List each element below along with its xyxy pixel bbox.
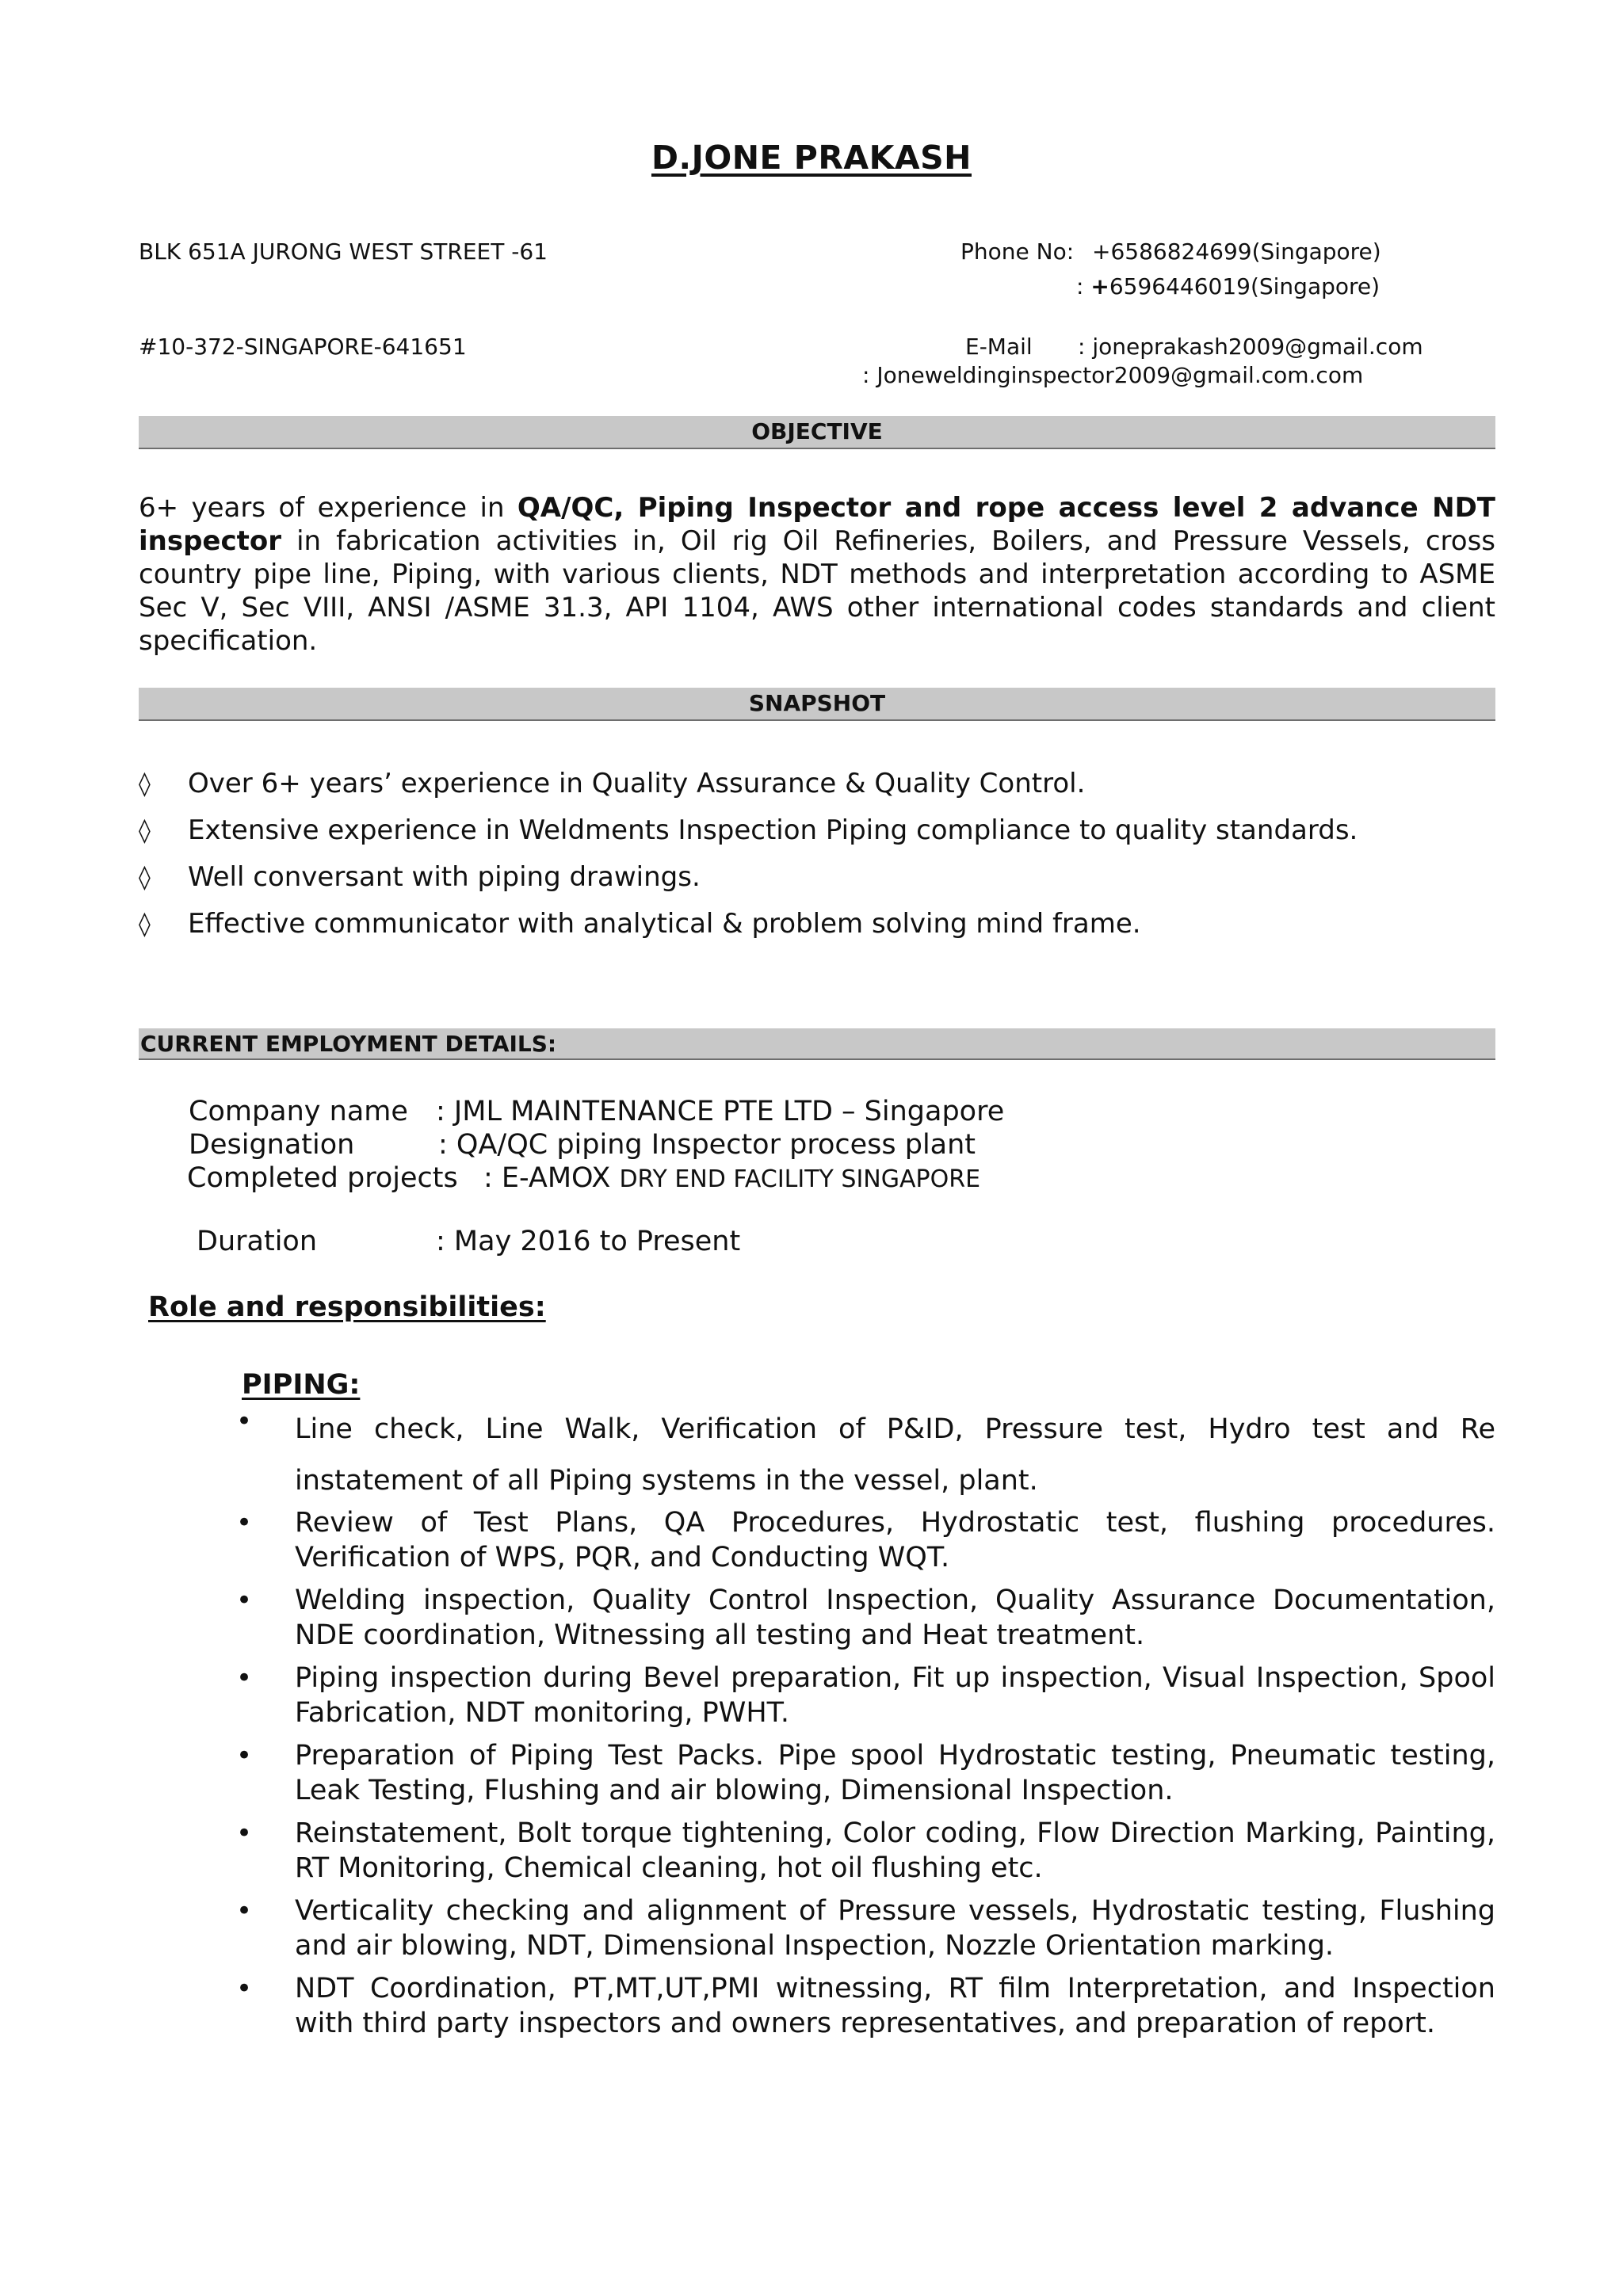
responsibility-text: NDT Coordination, PT,MT,UT,PMI witnessing, RT film Interpretation, and Inspection with third party inspectors and owners representatives, and preparation of report. — [295, 1973, 1495, 2039]
responsibility-text: Preparation of Piping Test Packs. Pipe spool Hydrostatic testing, Pneumatic testing, Leak Testing, Flushing and air blowing, Dimensional Inspection. — [295, 1740, 1495, 1806]
diamond-bullet-icon: ◊ — [139, 770, 151, 798]
phone-2-number: 6596446019(Singapore) — [1109, 273, 1381, 299]
diamond-bullet-icon: ◊ — [139, 817, 151, 845]
designation-label: Designation — [189, 1129, 355, 1161]
responsibility-item — [238, 1894, 1495, 1963]
responsibility-text: Piping inspection during Bevel preparation, Fit up inspection, Visual Inspection, Spool Fabrication, NDT monitoring, PWHT. — [295, 1662, 1495, 1729]
phone-2-plus: + — [1090, 273, 1109, 299]
bullet-icon: • — [236, 1973, 253, 2004]
projects-label: Completed projects — [187, 1162, 458, 1194]
bullet-icon: • — [236, 1662, 253, 1694]
bullet-icon: • — [236, 1817, 253, 1849]
snapshot-item-text: Well conversant with piping drawings. — [188, 861, 701, 893]
snapshot-item-text: Effective communicator with analytical & problem solving mind frame. — [188, 908, 1141, 940]
objective-post: in fabrication activities in, Oil rig Oil Refineries, Boilers, and Pressure Vessels, cross country pipe line, Piping, with various clients, NDT methods and interpretation according to ASME Sec V, Sec VIII, ANSI /ASME 31.3, API 1104, AWS other international codes standards and client specification. — [139, 525, 1495, 657]
responsibility-item — [238, 1583, 1495, 1653]
snapshot-item — [139, 807, 1495, 854]
designation-value: : QA/QC piping Inspector process plant — [438, 1129, 976, 1161]
responsibility-item — [238, 1816, 1495, 1886]
bullet-icon: • — [236, 1895, 253, 1927]
diamond-bullet-icon: ◊ — [139, 910, 151, 938]
snapshot-item — [139, 901, 1495, 948]
duration-value: : May 2016 to Present — [436, 1226, 741, 1257]
objective-bold: QA/QC, Piping Inspector and rope access level 2 advance NDT inspector — [139, 492, 1495, 557]
diamond-bullet-icon: ◊ — [139, 864, 151, 891]
responsibility-text: Review of Test Plans, QA Procedures, Hydrostatic test, flushing procedures. Verification of WPS, PQR, and Conducting WQT. — [295, 1507, 1495, 1573]
responsibility-item — [238, 1738, 1495, 1808]
snapshot-item — [139, 761, 1495, 807]
bullet-icon: • — [236, 1585, 253, 1616]
bullet-icon: • — [236, 1405, 253, 1437]
company-value: : JML MAINTENANCE PTE LTD – Singapore — [436, 1096, 1005, 1127]
objective-heading: OBJECTIVE — [139, 416, 1495, 449]
duration-label: Duration — [197, 1226, 318, 1257]
bullet-icon: • — [236, 1740, 253, 1772]
email-2: : Joneweldinginspector2009@gmail.com.com — [862, 362, 1364, 388]
roles-heading: Role and responsibilities: — [148, 1291, 546, 1323]
objective-text — [139, 491, 1495, 658]
responsibility-text: Line check, Line Walk, Verification of P&ID, Pressure test, Hydro test and Re instatement of all Piping systems in the vessel, plant. — [295, 1413, 1495, 1497]
email-label: E-Mail — [965, 334, 1033, 360]
responsibility-text: Reinstatement, Bolt torque tightening, Color coding, Flow Direction Marking, Painting, RT Monitoring, Chemical cleaning, hot oil flushing etc. — [295, 1817, 1495, 1884]
address-line-2: #10-372-SINGAPORE-641651 — [139, 334, 467, 360]
snapshot-item-text: Over 6+ years’ experience in Quality Assurance & Quality Control. — [188, 768, 1086, 799]
piping-heading: PIPING: — [242, 1369, 361, 1401]
phone-2-separator: : — [1076, 273, 1091, 299]
employment-heading: CURRENT EMPLOYMENT DETAILS: — [139, 1028, 1495, 1060]
projects-value-a: : E-AMOX — [483, 1162, 620, 1194]
responsibility-item — [238, 1505, 1495, 1575]
responsibility-item — [238, 1404, 1495, 1507]
responsibility-item — [238, 1971, 1495, 2041]
address-line-1: BLK 651A JURONG WEST STREET -61 — [139, 238, 548, 265]
snapshot-heading: SNAPSHOT — [139, 688, 1495, 721]
snapshot-item — [139, 854, 1495, 901]
phone-label: Phone No: — [960, 238, 1075, 265]
responsibility-item — [238, 1661, 1495, 1730]
phone-1: +6586824699(Singapore) — [1092, 238, 1381, 265]
bullet-icon: • — [236, 1507, 253, 1539]
objective-pre: 6+ years of experience in — [139, 492, 517, 524]
snapshot-list — [139, 761, 1495, 948]
company-label: Company name — [189, 1096, 408, 1127]
projects-value-b: DRY END FACILITY SINGAPORE — [619, 1165, 981, 1193]
candidate-name: D.JONE PRAKASH — [651, 139, 972, 177]
snapshot-item-text: Extensive experience in Weldments Inspection Piping compliance to quality standards. — [188, 814, 1358, 846]
email-1: : joneprakash2009@gmail.com — [1078, 334, 1423, 360]
projects-value — [483, 1161, 980, 1196]
responsibility-text: Welding inspection, Quality Control Inspection, Quality Assurance Documentation, NDE coordination, Witnessing all testing and Heat treatment. — [295, 1585, 1495, 1651]
responsibility-text: Verticality checking and alignment of Pressure vessels, Hydrostatic testing, Flushing and air blowing, NDT, Dimensional Inspection, Nozzle Orientation marking. — [295, 1895, 1495, 1962]
phone-2 — [1076, 271, 1380, 303]
